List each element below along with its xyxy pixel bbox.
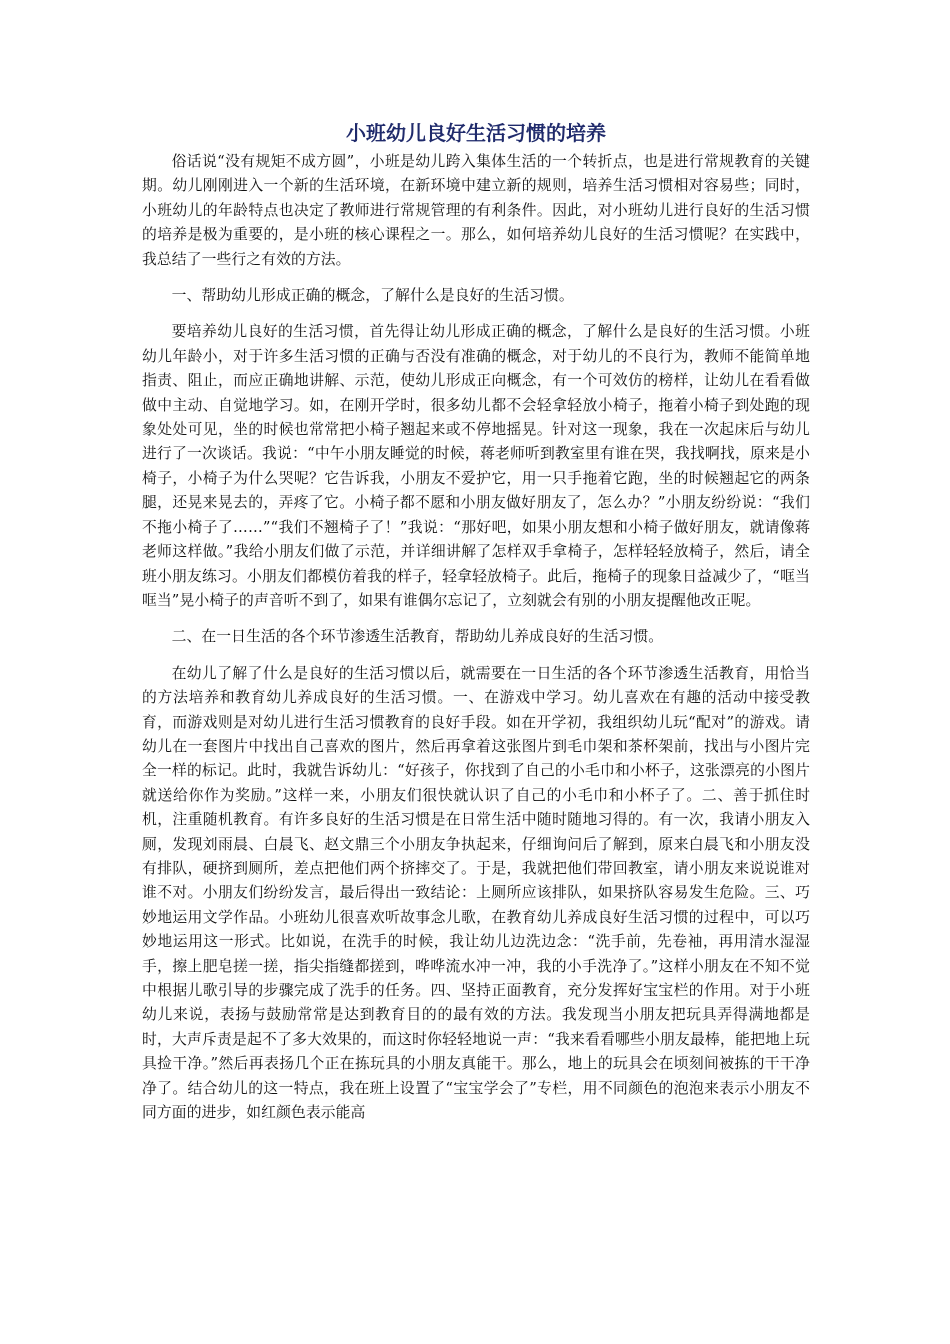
- paragraph-intro: 俗话说“没有规矩不成方圆”，小班是幼儿跨入集体生活的一个转折点，也是进行常规教育的关键期。幼儿刚刚进入一个新的生活环境，在新环境中建立新的规则，培养生活习惯相对容易些；同时，小班幼儿的年龄特点也决定了教师进行常规管理的有利条件。因此，对小班幼儿进行良好的生活习惯的培养是极为重要的，是小班的核心课程之一。那么，如何培养幼儿良好的生活习惯呢？在实践中，我总结了一些行之有效的方法。: [142, 153, 810, 268]
- document-page: [142, 118, 810, 1137]
- paragraph-section-1: 要培养幼儿良好的生活习惯，首先得让幼儿形成正确的概念，了解什么是良好的生活习惯。小班幼儿年龄小，对于许多生活习惯的正确与否没有准确的概念，对于幼儿的不良行为，教师不能简单地指责、阻止，而应正确地讲解、示范，使幼儿形成正向概念，有一个可效仿的榜样，让幼儿在看看做做中主动、自觉地学习。如，在刚开学时，很多幼儿都不会轻拿轻放小椅子，拖着小椅子到处跑的现象处处可见，坐的时候也常常把小椅子翘起来或不停地摇晃。针对这一现象，我在一次起床后与幼儿进行了一次谈话。我说：“中午小朋友睡觉的时候，蒋老师听到教室里有谁在哭，我找啊找，原来是小椅子，小椅子为什么哭呢？它告诉我，小朋友不爱护它，用一只手拖着它跑，坐的时候翘起它的两条腿，还晃来晃去的，弄疼了它。小椅子都不愿和小朋友做好朋友了，怎么办？”小朋友纷纷说：“我们不拖小椅子了……”“我们不翘椅子了！”我说：“那好吧，如果小朋友想和小椅子做好朋友，就请像蒋老师这样做。”我给小朋友们做了示范，并详细讲解了怎样双手拿椅子，怎样轻轻放椅子，然后，请全班小朋友练习。小朋友们都模仿着我的样子，轻拿轻放椅子。此后，拖椅子的现象日益减少了，“哐当哐当”晃小椅子的声音听不到了，如果有谁偶尔忘记了，立刻就会有别的小朋友提醒他改正呢。: [142, 323, 810, 609]
- section-heading-1: 一、帮助幼儿形成正确的概念，了解什么是良好的生活习惯。: [171, 287, 574, 305]
- document-title: 小班幼儿良好生活习惯的培养: [346, 121, 606, 145]
- section-heading-2: 二、在一日生活的各个环节渗透生活教育，帮助幼儿养成良好的生活习惯。: [171, 628, 664, 646]
- paragraph-section-2: 在幼儿了解了什么是良好的生活习惯以后，就需要在一日生活的各个环节渗透生活教育，用恰当的方法培养和教育幼儿养成良好的生活习惯。一、在游戏中学习。幼儿喜欢在有趣的活动中接受教育，而游戏则是对幼儿进行生活习惯教育的良好手段。如在开学初，我组织幼儿玩“配对”的游戏。请幼儿在一套图片中找出自己喜欢的图片，然后再拿着这张图片到毛巾架和茶杯架前，找出与小图片完全一样的标记。此时，我就告诉幼儿：“好孩子，你找到了自己的小毛巾和小杯子，这张漂亮的小图片就送给你作为奖励。”这样一来，小朋友们很快就认识了自己的小毛巾和小杯子了。二、善于抓住时机，注重随机教育。有许多良好的生活习惯是在日常生活中随时随地习得的。有一次，我请小朋友入厕，发现刘雨晨、白晨飞、赵文鼎三个小朋友争执起来，仔细询问后了解到，原来白晨飞和小朋友没有排队，硬挤到厕所，差点把他们两个挤摔交了。于是，我就把他们带回教室，请小朋友来说说谁对谁不对。小朋友们纷纷发言，最后得出一致结论：上厕所应该排队，如果挤队容易发生危险。三、巧妙地运用文学作品。小班幼儿很喜欢听故事念儿歌，在教育幼儿养成良好生活习惯的过程中，可以巧妙地运用这一形式。比如说，在洗手的时候，我让幼儿边洗边念：“洗手前，先卷袖，再用清水湿湿手，擦上肥皂搓一搓，指尖指缝都搓到，哗哗流水冲一冲，我的小手洗净了。”这样小朋友在不知不觉中根据儿歌引导的步骤完成了洗手的任务。四、坚持正面教育，充分发挥好宝宝栏的作用。对于小班幼儿来说，表扬与鼓励常常是达到教育目的的最有效的方法。我发现当小朋友把玩具弄得满地都是时，大声斥责是起不了多大效果的，而这时你轻轻地说一声：“我来看看哪些小朋友最棒，能把地上玩具捡干净。”然后再表扬几个正在拣玩具的小朋友真能干。那么，地上的玩具会在顷刻间被拣的干干净净了。结合幼儿的这一特点，我在班上设置了“宝宝学会了”专栏，用不同颜色的泡泡来表示小朋友不同方面的进步，如红颜色表示能高: [142, 664, 810, 1122]
